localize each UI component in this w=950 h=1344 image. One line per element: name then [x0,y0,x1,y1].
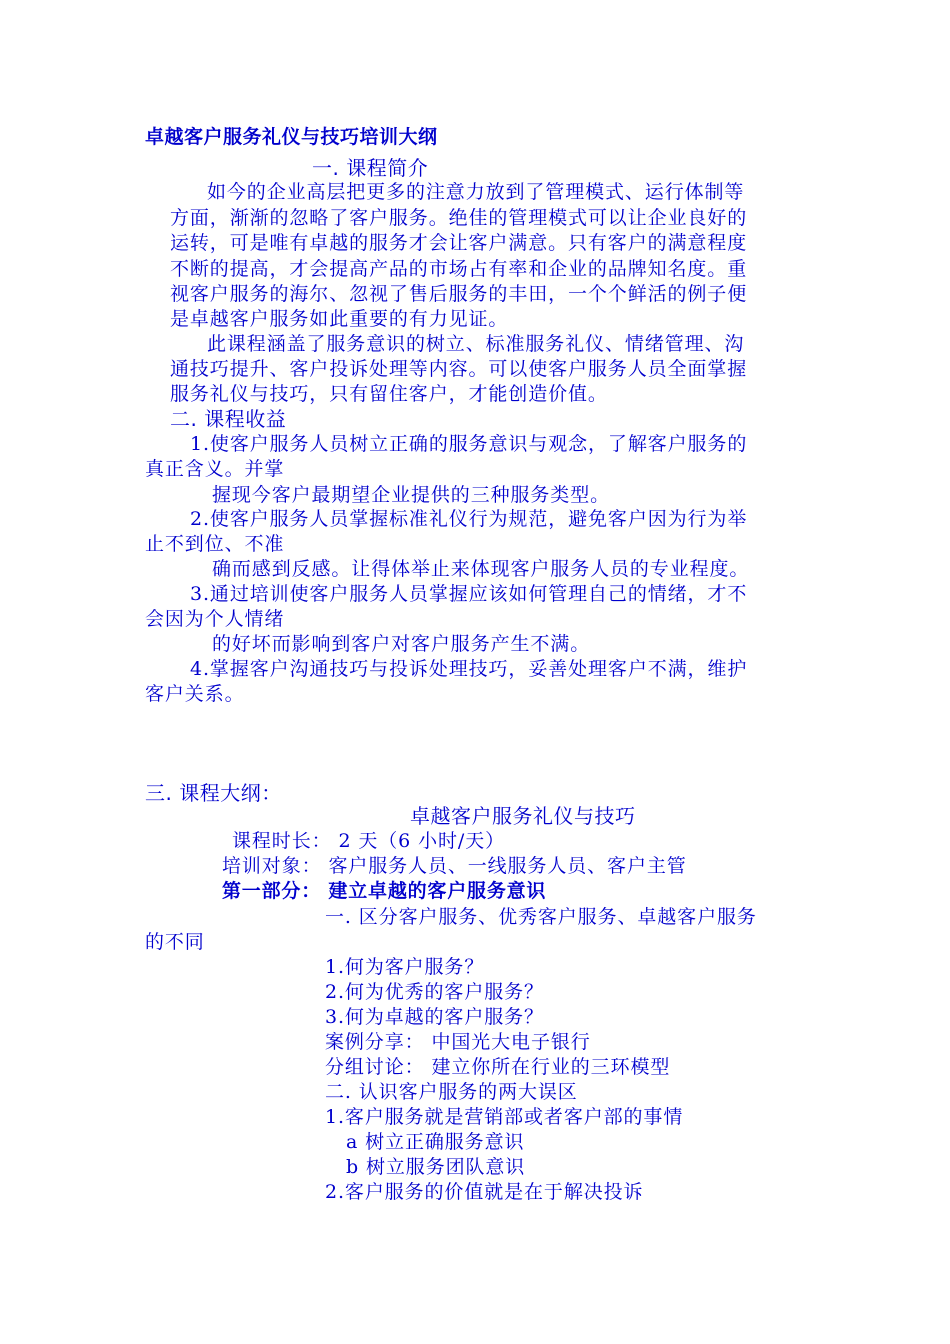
paragraph-line: 视客户服务的海尔、忽视了售后服务的丰田，一个个鲜活的例子便 [170,283,748,305]
benefit-item: 2.使客户服务人员掌握标准礼仪行为规范，避免客户因为行为举 [190,508,748,530]
paragraph-line: 通技巧提升、客户投诉处理等内容。可以使客户服务人员全面掌握 [170,358,748,380]
paragraph-line: 不断的提高，才会提高产品的市场占有率和企业的品牌知名度。重 [170,258,748,280]
course-audience: 培训对象： 客户服务人员、一线服务人员、客户主管 [222,855,687,877]
paragraph-line: 此课程涵盖了服务意识的树立、标准服务礼仪、情绪管理、沟 [207,333,745,355]
outline-item: 2.何为优秀的客户服务？ [325,981,544,1003]
course-title: 卓越客户服务礼仪与技巧 [410,804,636,828]
paragraph-line: 方面，渐渐的忽略了客户服务。绝佳的管理模式可以让企业良好的 [170,207,748,229]
section-heading-outline: 三. 课程大纲： [145,781,282,805]
paragraph-line: 如今的企业高层把更多的注意力放到了管理模式、运行体制等 [207,181,745,203]
paragraph-line: 服务礼仪与技巧，只有留住客户，才能创造价值。 [170,383,608,405]
benefit-item: 止不到位、不准 [145,533,285,555]
benefit-item: 握现今客户最期望企业提供的三种服务类型。 [212,484,611,506]
outline-item: 1.客户服务就是营销部或者客户部的事情 [325,1106,684,1128]
outline-item: 分组讨论： 建立你所在行业的三环模型 [325,1056,671,1078]
part-one-heading: 第一部分： 建立卓越的客户服务意识 [222,880,547,902]
section-heading-intro: 一. 课程简介 [312,156,429,180]
benefit-item: 会因为个人情绪 [145,608,285,630]
outline-item: 2.客户服务的价值就是在于解决投诉 [325,1181,644,1203]
outline-item: 3.何为卓越的客户服务？ [325,1006,544,1028]
outline-item: 案例分享： 中国光大电子银行 [325,1031,591,1053]
outline-item: 的不同 [145,931,205,953]
benefit-item: 的好坏而影响到客户对客户服务产生不满。 [212,633,591,655]
paragraph-line: 运转，可是唯有卓越的服务才会让客户满意。只有客户的满意程度 [170,232,748,254]
outline-item: 一. 区分客户服务、优秀客户服务、卓越客户服务 [325,906,757,928]
outline-item: 1.何为客户服务？ [325,956,485,978]
benefit-item: 4.掌握客户沟通技巧与投诉处理技巧，妥善处理客户不满，维护 [190,658,748,680]
section-heading-benefits: 二. 课程收益 [170,407,287,431]
paragraph-line: 是卓越客户服务如此重要的有力见证。 [170,308,509,330]
benefit-item: 3.通过培训使客户服务人员掌握应该如何管理自己的情绪，才不 [190,583,748,605]
benefit-item: 1.使客户服务人员树立正确的服务意识与观念，了解客户服务的 [190,433,748,455]
outline-item: b 树立服务团队意识 [346,1156,526,1178]
outline-item: a 树立正确服务意识 [346,1131,525,1153]
benefit-item: 真正含义。并掌 [145,458,285,480]
benefit-item: 确而感到反感。让得体举止来体现客户服务人员的专业程度。 [212,558,750,580]
benefit-item: 客户关系。 [145,683,245,705]
outline-item: 二. 认识客户服务的两大误区 [325,1081,578,1103]
document-title: 卓越客户服务礼仪与技巧培训大纲 [145,126,438,148]
course-duration: 课程时长： 2 天（6 小时/天） [232,830,505,852]
